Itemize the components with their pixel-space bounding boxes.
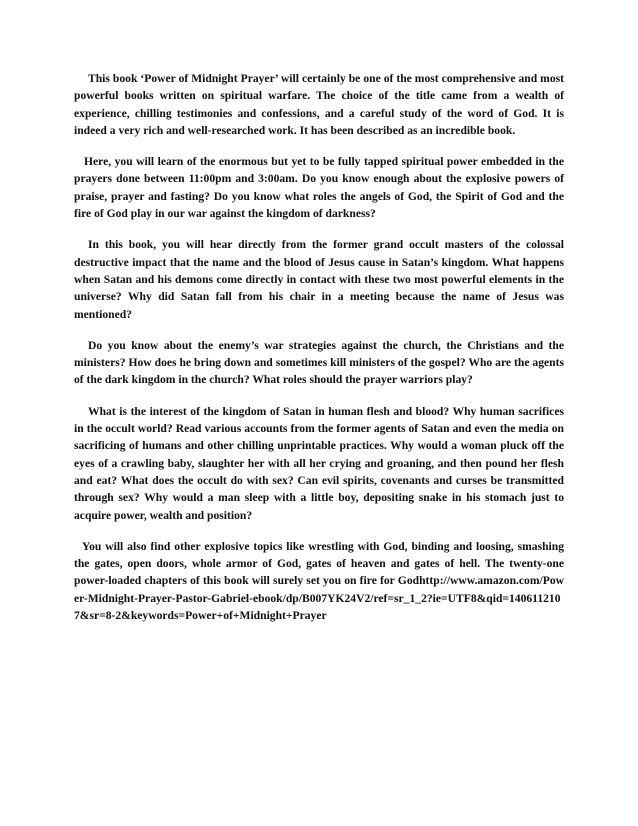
- paragraph-flesh-and-blood: What is the interest of the kingdom of Satan in human flesh and blood? Why human sacrifices in the occult world? Read various accounts from the former agents of Satan and even the media on sacrificing of humans and other chilling unprintable practices. Why would a woman pluck off the eyes of a crawling baby, slaughter her with all her crying and groaning, and then pound her flesh and eat? What does the occult do with sex? Can evil spirits, covenants and curses be transmitted through sex? Why would a man sleep with a little boy, depositing snake in his stomach just to acquire power, wealth and position?: [74, 404, 564, 522]
- paragraph-other-topics: [74, 538, 564, 624]
- paragraph-war-strategies: Do you know about the enemy’s war strategies against the church, the Christians and the ministers? How does he bring down and sometimes kill ministers of the gospel? Who are the agents of the dark kingdom in the church? What roles should the prayer warriors play?: [74, 338, 564, 387]
- document-page: [74, 70, 564, 638]
- paragraph-intro: This book ‘Power of Midnight Prayer’ will certainly be one of the most comprehensive and most powerful books written on spiritual warfare. The choice of the title came from a wealth of experience, chilling testimonies and confessions, and a careful study of the word of God. It is indeed a very rich and well-researched work. It has been described as an incredible book.: [74, 72, 564, 137]
- amazon-link[interactable]: http://www.amazon.com/Power-Midnight-Prayer-Pastor-Gabriel-ebook/dp/B007YK24V2/ref=sr_1_2?ie=UTF8&qid=1406112107&sr=8-2&keywords=Power+of+Midnight+Prayer: [74, 574, 564, 623]
- paragraph-midnight-power: Here, you will learn of the enormous but yet to be fully tapped spiritual power embedded in the prayers done between 11:00pm and 3:00am. Do you know enough about the explosive powers of praise, prayer and fasting? Do you know what roles the angels of God, the Spirit of God and the fire of God play in our war against the kingdom of darkness?: [74, 155, 564, 221]
- paragraph-occult-masters: In this book, you will hear directly from the former grand occult masters of the colossal destructive impact that the name and the blood of Jesus cause in Satan’s kingdom. What happens when Satan and his demons come directly in contact with these two most powerful elements in the universe? Why did Satan fall from his chair in a meeting because the name of Jesus was mentioned?: [74, 238, 564, 321]
- paragraph-other-topics-text: You will also find other explosive topics like wrestling with God, binding and loosing, smashing the gates, open doors, whole armor of God, gates of heaven and gates of hell. The twenty-one power-loaded chapters of this book will surely set you on fire for God: [74, 539, 564, 588]
